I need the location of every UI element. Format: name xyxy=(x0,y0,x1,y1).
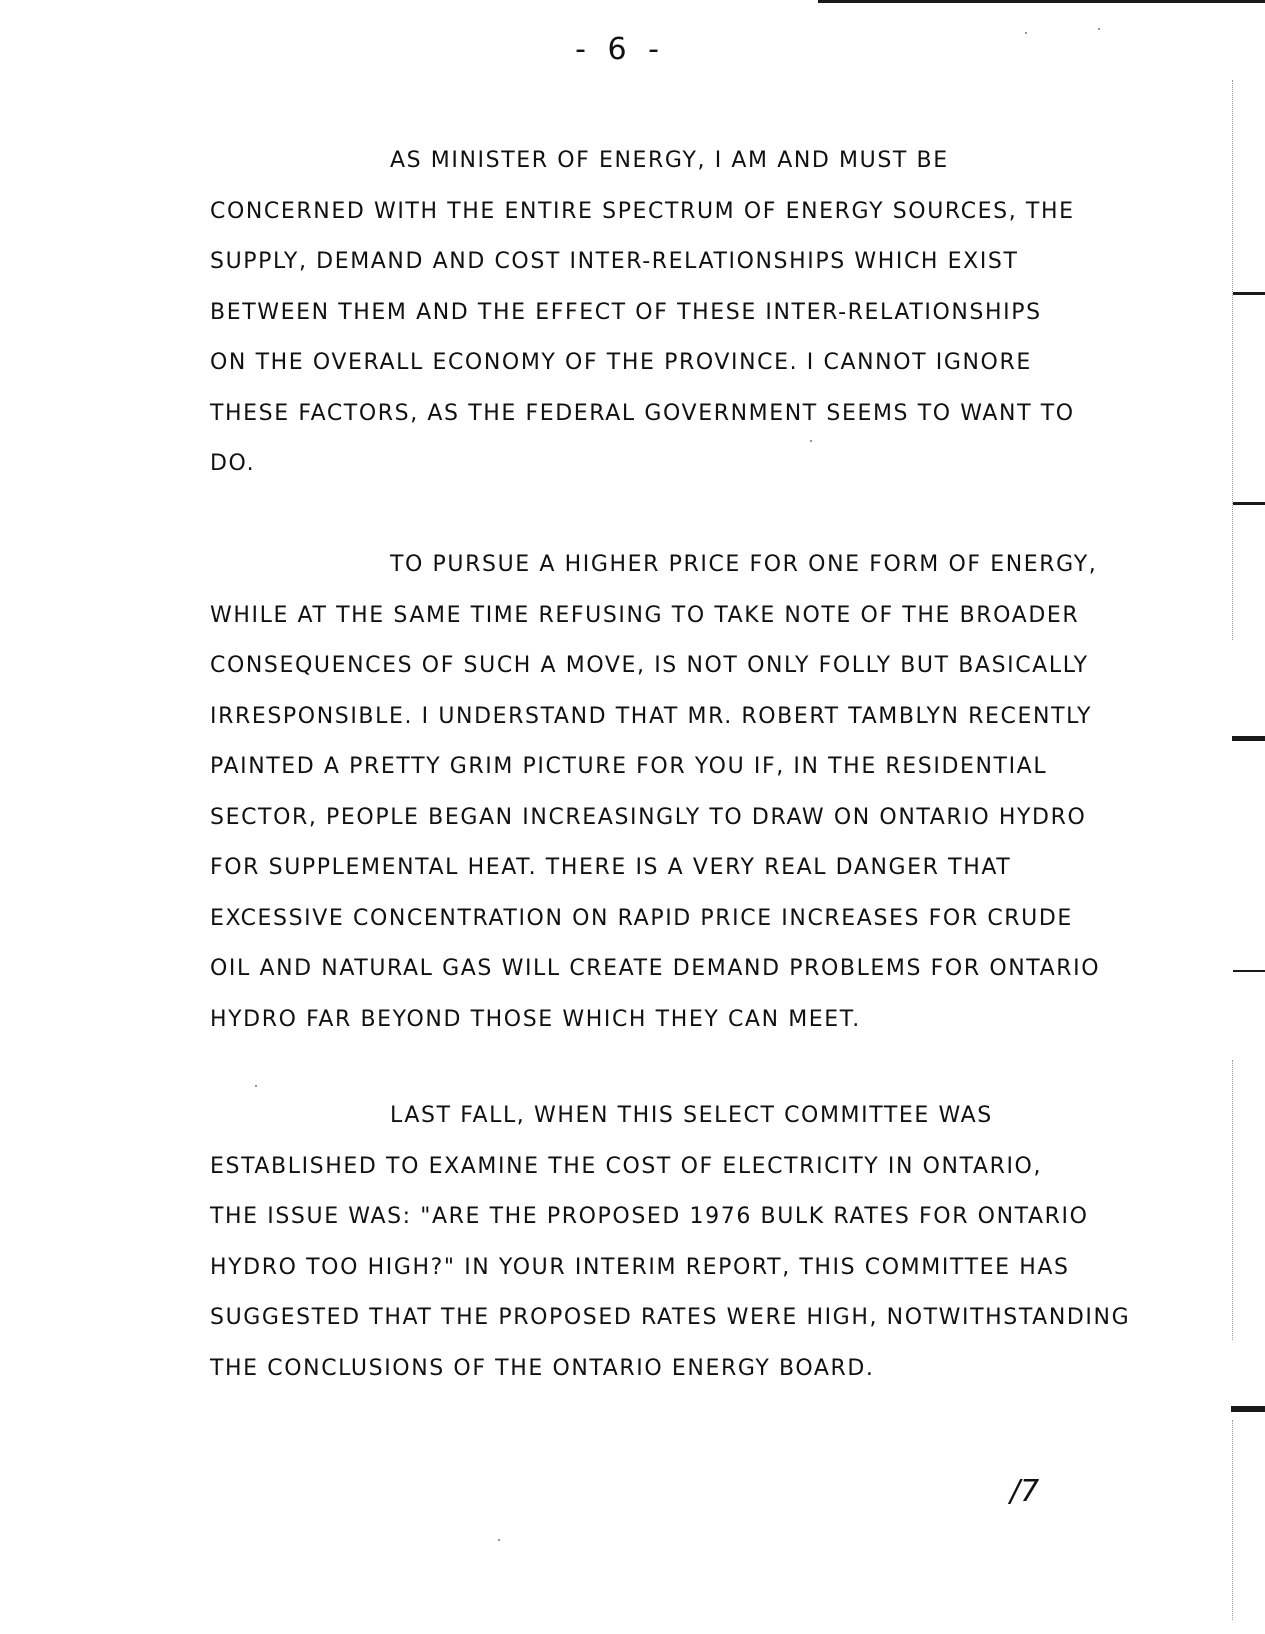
scan-speck xyxy=(1098,28,1100,30)
page-continuation-marker: /7 xyxy=(1010,1474,1040,1509)
text-line: FOR SUPPLEMENTAL HEAT. THERE IS A VERY REAL DANGER THAT xyxy=(210,855,1012,880)
text-line: CONCERNED WITH THE ENTIRE SPECTRUM OF ENERGY SOURCES, THE xyxy=(210,198,1075,224)
scan-speck xyxy=(255,1085,257,1087)
text-line: THE ISSUE WAS: "ARE THE PROPOSED 1976 BULK RATES FOR ONTARIO xyxy=(210,1204,1089,1229)
margin-mark xyxy=(1233,970,1265,972)
text-line: AS MINISTER OF ENERGY, I AM AND MUST BE xyxy=(390,148,949,173)
scan-speck xyxy=(1025,32,1027,34)
text-line: PAINTED A PRETTY GRIM PICTURE FOR YOU IF, IN THE RESIDENTIAL xyxy=(210,754,1048,779)
text-line: LAST FALL, WHEN THIS SELECT COMMITTEE WAS xyxy=(390,1103,993,1128)
scan-edge xyxy=(1232,1420,1234,1620)
text-line: SECTOR, PEOPLE BEGAN INCREASINGLY TO DRAW ON ONTARIO HYDRO xyxy=(210,804,1087,830)
scan-edge xyxy=(1232,1060,1234,1340)
text-line: BETWEEN THEM AND THE EFFECT OF THESE INTER-RELATIONSHIPS xyxy=(210,299,1042,325)
margin-mark xyxy=(1233,502,1265,505)
text-line: HYDRO TOO HIGH?" IN YOUR INTERIM REPORT, THIS COMMITTEE HAS xyxy=(210,1254,1070,1280)
margin-mark xyxy=(1233,292,1265,295)
top-edge-rule xyxy=(818,0,1265,3)
margin-mark xyxy=(1232,736,1265,741)
text-line: ESTABLISHED TO EXAMINE THE COST OF ELECTRICITY IN ONTARIO, xyxy=(210,1153,1043,1179)
text-line: OIL AND NATURAL GAS WILL CREATE DEMAND PROBLEMS FOR ONTARIO xyxy=(210,956,1101,981)
page-number: - 6 - xyxy=(575,32,665,67)
paragraph-higher-price xyxy=(210,540,1130,1045)
scan-edge xyxy=(1232,80,1234,640)
scan-speck xyxy=(810,440,812,442)
paragraph-select-committee xyxy=(210,1091,1130,1394)
paragraph-minister-of-energy xyxy=(210,136,1130,490)
text-line: TO PURSUE A HIGHER PRICE FOR ONE FORM OF ENERGY, xyxy=(390,552,1098,577)
text-line: EXCESSIVE CONCENTRATION ON RAPID PRICE INCREASES FOR CRUDE xyxy=(210,905,1073,931)
text-line: DO. xyxy=(210,451,256,476)
text-line: THESE FACTORS, AS THE FEDERAL GOVERNMENT SEEMS TO WANT TO xyxy=(210,400,1075,426)
scan-speck xyxy=(498,1539,500,1541)
margin-mark xyxy=(1231,1406,1265,1412)
text-line: WHILE AT THE SAME TIME REFUSING TO TAKE NOTE OF THE BROADER xyxy=(210,602,1080,628)
text-line: CONSEQUENCES OF SUCH A MOVE, IS NOT ONLY FOLLY BUT BASICALLY xyxy=(210,653,1089,678)
text-line: HYDRO FAR BEYOND THOSE WHICH THEY CAN MEET. xyxy=(210,1006,861,1032)
text-line: SUPPLY, DEMAND AND COST INTER-RELATIONSHIPS WHICH EXIST xyxy=(210,249,1019,274)
text-line: THE CONCLUSIONS OF THE ONTARIO ENERGY BOARD. xyxy=(210,1355,875,1381)
text-line: SUGGESTED THAT THE PROPOSED RATES WERE HIGH, NOTWITHSTANDING xyxy=(210,1305,1131,1330)
text-line: IRRESPONSIBLE. I UNDERSTAND THAT MR. ROBERT TAMBLYN RECENTLY xyxy=(210,703,1093,729)
text-line: ON THE OVERALL ECONOMY OF THE PROVINCE. I CANNOT IGNORE xyxy=(210,350,1032,375)
